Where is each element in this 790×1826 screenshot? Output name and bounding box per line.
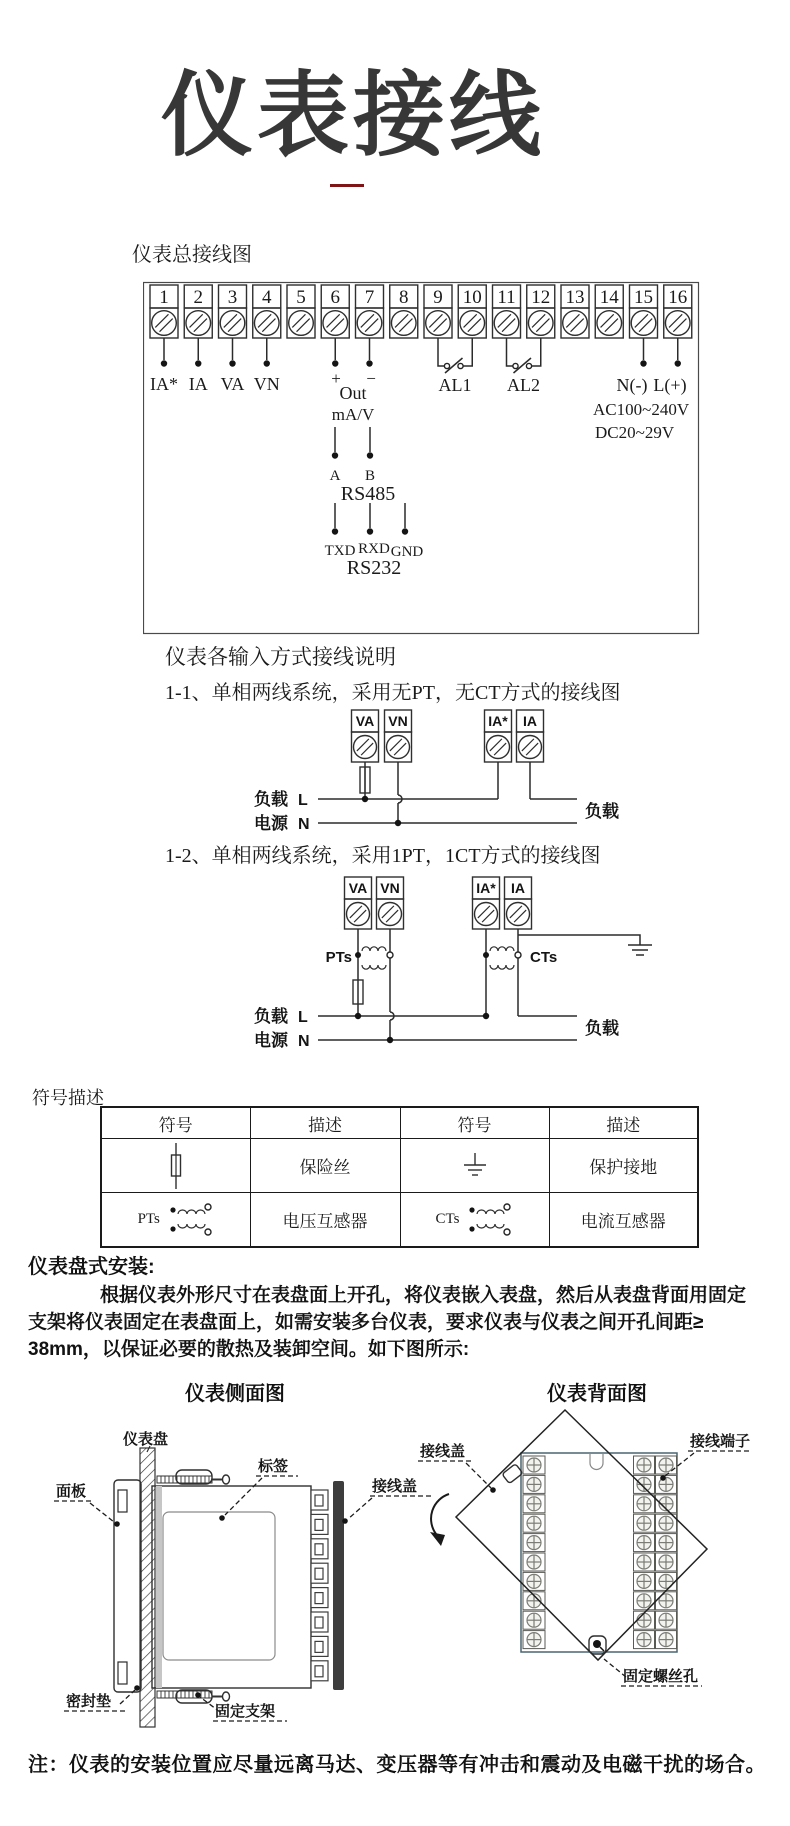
diagram-border: [144, 283, 699, 634]
label-txd: TXD: [324, 543, 356, 559]
side-view-figure: [54, 1430, 432, 1727]
bottom-bracket: [157, 1690, 230, 1703]
label-gnd: GND: [390, 544, 424, 560]
label-mav: mA/V: [331, 405, 375, 424]
line-n-label: N: [298, 1033, 310, 1050]
screw-icon: [597, 311, 622, 336]
ct-transformer: [483, 947, 521, 969]
load-right-label: 负载: [585, 1019, 619, 1038]
meter-body: [152, 1486, 311, 1688]
screw-icon: [379, 903, 402, 926]
panel-cutout-edge: [156, 1486, 162, 1688]
pt-transformer-icon: [166, 1201, 214, 1239]
front-panel-label: 面板: [56, 1483, 87, 1500]
load-left-label: 负载: [254, 1007, 288, 1026]
back-view-title: 仪表背面图: [547, 1383, 647, 1405]
terminal-number: 5: [296, 287, 306, 308]
bracket-label: 固定支架: [215, 1703, 276, 1720]
diagram2-heading: 1-2、单相两线系统，采用1PT，1CT方式的接线图: [165, 845, 601, 867]
symbol-table-caption: 符号描述: [32, 1088, 104, 1108]
col-header-symbol: 符号: [400, 1107, 549, 1139]
screw-icon: [519, 736, 542, 759]
line-n-label: N: [298, 816, 310, 833]
wiring-cover-bar: [333, 1481, 344, 1690]
paragraph-line: 根据仪表外形尺寸在表盘面上开孔，将仪表嵌入表盘，然后从表盘背面用固定: [100, 1285, 747, 1306]
terminal-number: 7: [364, 287, 375, 308]
rotate-arrow-icon: [430, 1494, 449, 1546]
label-ia: IA: [188, 374, 208, 394]
screw-icon: [152, 311, 177, 336]
fuse-symbol-cell: [101, 1139, 250, 1193]
symbol-table: [100, 1106, 699, 1248]
wiring-cover-label: 接线盖: [372, 1478, 418, 1495]
pt-desc-cell: 电压互感器: [250, 1193, 400, 1248]
screw-icon: [494, 311, 519, 336]
screw-icon: [426, 311, 451, 336]
label-plus: +: [331, 369, 341, 388]
col-header-desc: 描述: [549, 1107, 698, 1139]
label-out: Out: [339, 383, 367, 403]
screw-icon: [475, 903, 498, 926]
label-rxd: RXD: [358, 541, 390, 557]
main-wiring-diagram: [143, 276, 703, 638]
line-l-label: L: [298, 792, 308, 809]
cover-clip: [502, 1464, 523, 1484]
terminal-label: IA: [511, 880, 525, 896]
terminal-number: 13: [565, 287, 585, 308]
terminal-number: 15: [634, 287, 653, 308]
pt-transformer: [355, 947, 393, 969]
terminal-number: 11: [497, 287, 516, 308]
diagram1-heading: 1-1、单相两线系统，采用无PT，无CT方式的接线图: [165, 682, 621, 704]
ct-label: CTs: [530, 949, 558, 966]
main-diagram-label: 仪表总接线图: [132, 244, 252, 266]
label-l: L(+): [653, 375, 687, 395]
alarm-contact-al1: [438, 338, 472, 373]
alarm-contact-al2: [507, 338, 541, 373]
terminal-number: 9: [433, 287, 443, 308]
screw-icon: [347, 903, 370, 926]
source-label: 电源: [254, 1031, 288, 1050]
terminal-label: IA*: [488, 713, 508, 729]
screw-icon: [631, 311, 656, 336]
pt-label: PTs: [325, 949, 352, 966]
rs232-leads: [332, 503, 408, 535]
ct-desc-cell: 电流互感器: [549, 1193, 698, 1248]
paragraph-line: 支架将仪表固定在表盘面上，如需安装多台仪表，要求仪表与仪表之间开孔间距≥: [28, 1312, 704, 1333]
label-rs485: RS485: [340, 483, 396, 505]
screw-icon: [563, 311, 588, 336]
ct-symbol-cell: [400, 1193, 549, 1248]
screw-icon: [186, 311, 211, 336]
rs485-leads: [332, 427, 373, 459]
label-b: B: [364, 468, 376, 484]
ct-transformer-icon: [465, 1201, 513, 1239]
label-area: [163, 1512, 275, 1660]
line-l-label: L: [298, 1009, 308, 1026]
side-view-title: 仪表侧面图: [185, 1383, 285, 1405]
screw-icon: [357, 311, 382, 336]
page-title: 仪表接线: [160, 65, 546, 167]
screw-icon: [487, 736, 510, 759]
terminal-number: 6: [330, 287, 340, 308]
diagram1-terminals: [352, 710, 544, 762]
terminal-block-label: 接线端子: [690, 1433, 751, 1450]
terminal-number: 4: [262, 287, 272, 308]
screw-icon: [289, 311, 314, 336]
back-view-figure: [418, 1410, 752, 1686]
terminal-number: 10: [462, 287, 482, 308]
tag-label: 标签: [258, 1458, 289, 1475]
paragraph-line: 38mm，以保证必要的散热及装卸空间。如下图所示:: [28, 1339, 470, 1360]
screw-icon: [254, 311, 279, 336]
panel-board-wall: [140, 1448, 155, 1727]
terminal-number: 2: [193, 287, 203, 308]
label-va: VA: [220, 374, 245, 394]
ground-icon: [401, 1151, 549, 1181]
title-accent-bar: [330, 184, 364, 187]
screw-icon: [460, 311, 485, 336]
screw-icon: [220, 311, 245, 336]
gasket-label: 密封垫: [66, 1693, 112, 1710]
terminal-label: IA: [523, 713, 537, 729]
terminal-leads: [161, 338, 681, 367]
fuse-icon: [102, 1143, 250, 1189]
installation-note: 注：仪表的安装位置应尽量远离马达、变压器等有冲击和震动及电磁干扰的场合。: [28, 1754, 766, 1776]
pt-symbol-cell: [101, 1193, 250, 1248]
terminal-ladder: [311, 1490, 328, 1681]
wiring-diagram-no-pt-ct: [240, 705, 660, 840]
terminal-label: VA: [348, 880, 368, 896]
screw-icon: [528, 311, 553, 336]
screw-icon: [665, 311, 690, 336]
screw-icon: [391, 311, 416, 336]
screw-icon: [507, 903, 530, 926]
label-n: N(-): [616, 375, 648, 395]
label-minus: −: [366, 369, 376, 388]
screw-icon: [387, 736, 410, 759]
label-ac-range: AC100~240V: [593, 400, 690, 419]
ground-symbol-cell: [400, 1139, 549, 1193]
terminal-number: 16: [668, 287, 688, 308]
label-al1: AL1: [438, 375, 472, 395]
terminal-label: VN: [388, 713, 408, 729]
ground-desc-cell: 保护接地: [549, 1139, 698, 1193]
col-header-desc: 描述: [250, 1107, 400, 1139]
wiring-section-heading: 仪表各输入方式接线说明: [165, 645, 396, 669]
col-header-symbol: 符号: [101, 1107, 250, 1139]
fuse-desc-cell: 保险丝: [250, 1139, 400, 1193]
label-al2: AL2: [507, 375, 540, 395]
screw-hole-label: 固定螺丝孔: [623, 1668, 699, 1685]
top-bracket: [157, 1470, 230, 1484]
terminal-number: 8: [399, 287, 409, 308]
installation-figures: [0, 1400, 790, 1730]
label-a: A: [329, 468, 341, 484]
load-right-label: 负载: [585, 802, 619, 821]
ct-symbol-label: CTs: [435, 1211, 460, 1227]
terminal-label: VN: [380, 880, 400, 896]
terminal-number: 3: [227, 287, 238, 308]
terminal-number: 14: [599, 287, 619, 308]
wiring-cover-label: 接线盖: [420, 1443, 466, 1460]
terminal-number: 1: [159, 287, 169, 308]
terminal-strip: [150, 285, 692, 338]
panel-board-label: 仪表盘: [123, 1431, 169, 1448]
screw-icon: [354, 736, 377, 759]
source-label: 电源: [254, 814, 288, 833]
terminal-label: IA*: [476, 880, 496, 896]
terminal-number: 12: [531, 287, 551, 308]
pt-symbol-label: PTs: [137, 1211, 160, 1227]
load-left-label: 负载: [254, 790, 288, 809]
label-rs232: RS232: [346, 557, 402, 579]
label-dc-range: DC20~29V: [595, 423, 675, 442]
label-vn: VN: [253, 374, 280, 394]
label-ia-star: IA*: [150, 374, 178, 394]
terminal-label: VA: [355, 713, 375, 729]
installation-paragraph: [28, 1282, 768, 1363]
wiring-diagram-1pt-1ct: [240, 868, 660, 1058]
diagram2-terminals: [345, 877, 532, 929]
installation-heading: 仪表盘式安装:: [28, 1256, 155, 1278]
screw-icon: [323, 311, 348, 336]
